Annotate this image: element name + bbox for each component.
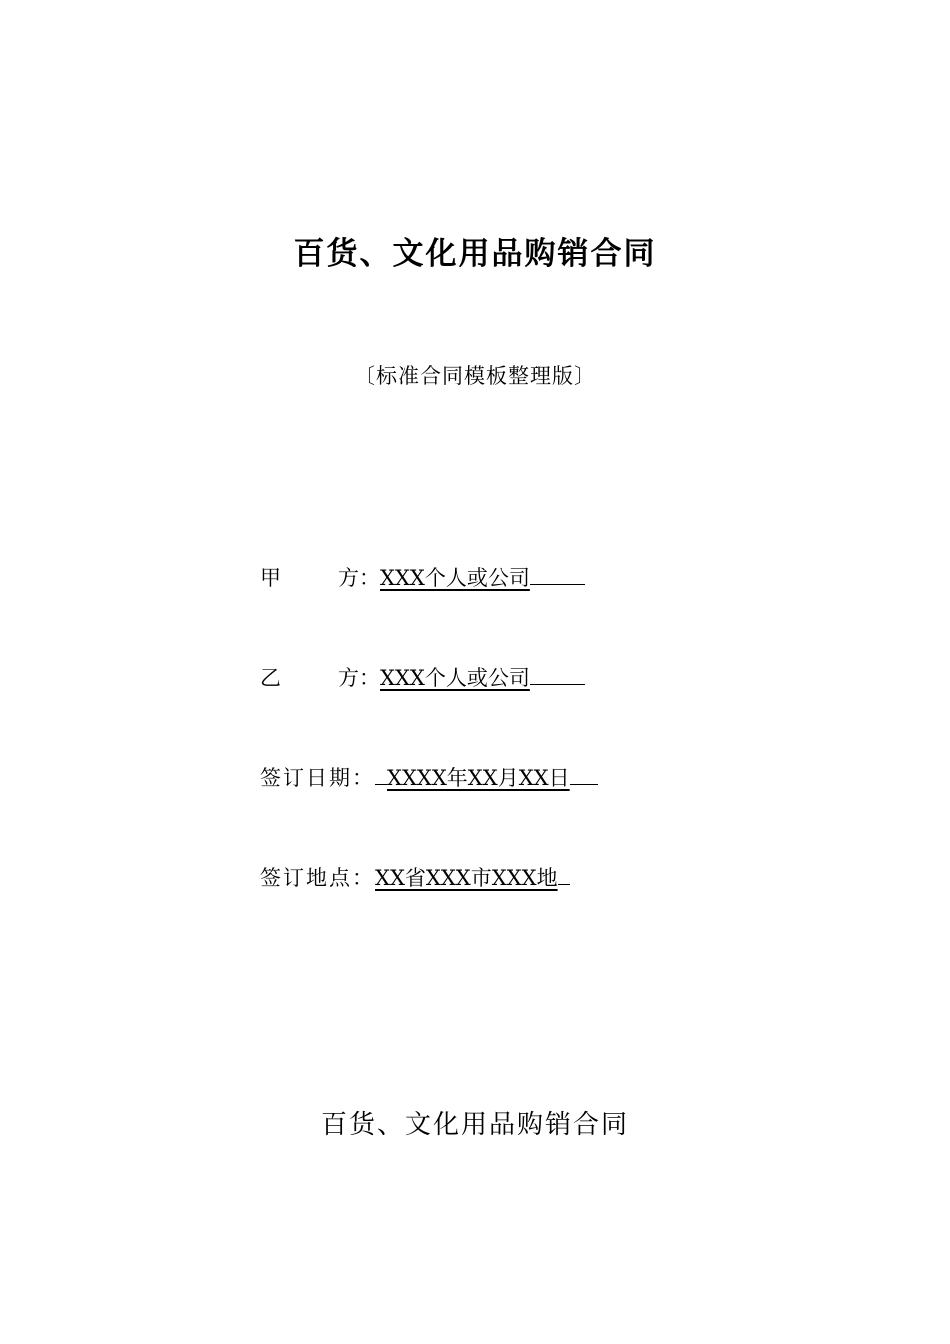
party-a-row bbox=[260, 562, 585, 592]
party-a-underline-blank bbox=[530, 583, 585, 585]
party-b-label-char: 乙 bbox=[260, 666, 281, 690]
signing-date-underline-blank bbox=[570, 783, 598, 785]
signing-place-label: 签订地点： bbox=[260, 866, 375, 890]
signing-date-row bbox=[260, 762, 598, 792]
party-a-label-char: 甲 bbox=[260, 566, 281, 590]
signing-place-row bbox=[260, 862, 570, 892]
signing-date-underline-lead bbox=[375, 783, 387, 785]
section-heading: 百货、文化用品购销合同 bbox=[320, 1110, 629, 1140]
document-title: 百货、文化用品购销合同 bbox=[293, 236, 657, 272]
party-b-label-suffix: 方： bbox=[338, 666, 380, 690]
party-b-underline-blank bbox=[530, 683, 585, 685]
party-b-value: XXX个人或公司 bbox=[380, 666, 530, 690]
signing-date-label: 签订日期： bbox=[260, 766, 375, 790]
signing-place-value: XX省XXX市XXX地 bbox=[375, 866, 558, 890]
signing-place-underline-blank bbox=[558, 883, 570, 885]
party-b-row bbox=[260, 662, 585, 692]
signing-date-value: XXXX年XX月XX日 bbox=[387, 766, 570, 790]
party-a-value: XXX个人或公司 bbox=[380, 566, 530, 590]
party-a-label-suffix: 方： bbox=[338, 566, 380, 590]
document-subtitle: 〔标准合同模板整理版〕 bbox=[354, 364, 596, 388]
